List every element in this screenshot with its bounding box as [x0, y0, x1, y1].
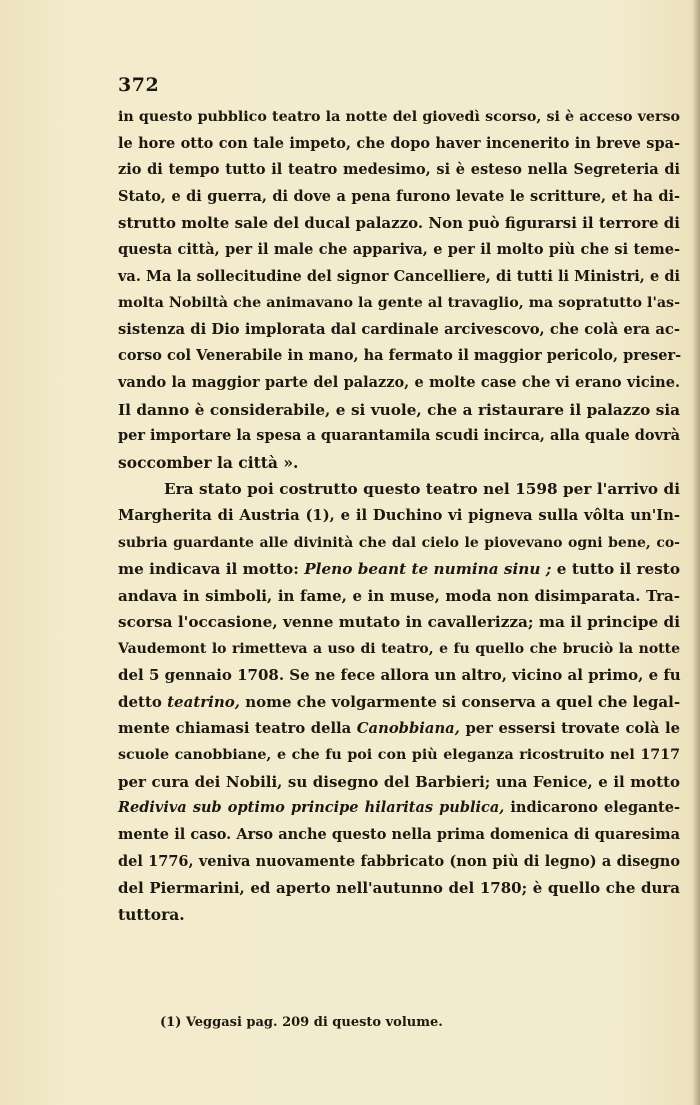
footnote: (1) Veggasi pag. 209 di questo volume.	[160, 1015, 443, 1030]
text-run: nome che volgarmente si conserva a quel che legal-	[239, 693, 681, 712]
page-edge-shadow	[692, 0, 700, 1105]
text-line	[118, 689, 680, 716]
text-line: per cura dei Nobili, su disegno del Barbieri; una Fenice, e il motto	[118, 772, 680, 791]
text-run: me indicava il motto:	[118, 560, 305, 579]
text-line: Era stato poi costrutto questo teatro nel 1598 per l'arrivo di	[164, 480, 680, 499]
italic-motto: Pleno beant te numina sinu ;	[304, 560, 552, 579]
text-line: soccomber la città ».	[118, 452, 299, 472]
text-run: mente chiamasi teatro della	[118, 719, 357, 737]
text-line: Vaudemont lo rimetteva a uso di teatro, e fu quello che bruciò la notte	[118, 640, 680, 657]
text-line	[118, 556, 680, 583]
text-line: vando la maggior parte del palazzo, e molte case che vi erano vicine.	[118, 373, 680, 391]
text-line: subria guardante alle divinità che dal cielo le piovevano ogni bene, co-	[118, 534, 680, 551]
text-run: per essersi trovate colà le	[459, 719, 680, 737]
text-line: le hore otto con tale impeto, che dopo haver incenerito in breve spa-	[118, 134, 680, 152]
text-line: del Piermarini, ed aperto nell'autunno del 1780; è quello che dura	[118, 879, 680, 898]
page-number: 372	[118, 74, 160, 96]
italic-motto: Rediviva sub optimo principe hilaritas publica,	[118, 799, 505, 817]
text-line: in questo pubblico teatro la notte del giovedì scorso, si è acceso verso	[118, 109, 680, 125]
text-line: del 5 gennaio 1708. Se ne fece allora un altro, vicino al primo, e fu	[118, 666, 681, 685]
text-line: andava in simboli, in fame, e in muse, moda non disimparata. Tra-	[118, 586, 680, 605]
italic-term: teatrino,	[167, 693, 240, 712]
text-run: e tutto il resto	[551, 560, 680, 579]
text-line: per importare la spesa a quarantamila scudi incirca, alla quale dovrà	[118, 427, 680, 445]
text-line: strutto molte sale del ducal palazzo. Non può figurarsi il terrore di	[118, 214, 680, 233]
text-line: scorsa l'occasione, venne mutato in cavallerizza; ma il principe di	[118, 613, 680, 632]
italic-term: Canobbiana,	[356, 719, 460, 737]
text-line	[118, 795, 680, 822]
text-line: Margherita di Austria (1), e il Duchino vi pigneva sulla vôlta un'In-	[118, 506, 680, 524]
text-line: Il danno è considerabile, e si vuole, che a ristaurare il palazzo sia	[118, 400, 680, 419]
text-line: zio di tempo tutto il teatro medesimo, si è esteso nella Segreteria di	[118, 161, 680, 179]
text-run: indicarono elegante-	[504, 799, 680, 817]
text-line: tuttora.	[118, 904, 185, 924]
text-line	[118, 716, 680, 743]
text-line: sistenza di Dio implorata dal cardinale arcivescovo, che colà era ac-	[118, 320, 680, 338]
text-line: va. Ma la sollecitudine del signor Cancelliere, di tutti li Ministri, e di	[118, 267, 680, 285]
text-line: molta Nobiltà che animavano la gente al travaglio, ma sopratutto l'as-	[118, 295, 680, 312]
text-line: Stato, e di guerra, di dove a pena furono levate le scritture, et ha di-	[118, 187, 680, 205]
text-line: del 1776, veniva nuovamente fabbricato (non più di legno) a disegno	[118, 852, 680, 870]
text-line: mente il caso. Arso anche questo nella prima domenica di quaresima	[118, 826, 680, 844]
text-line: scuole canobbiane, e che fu poi con più eleganza ricostruito nel 1717	[118, 747, 680, 764]
text-line: questa città, per il male che appariva, e per il molto più che si teme-	[118, 240, 680, 258]
text-line: corso col Venerabile in mano, ha fermato il maggior pericolo, preser-	[118, 347, 682, 365]
text-run: detto	[118, 693, 168, 712]
body-text	[118, 104, 680, 928]
